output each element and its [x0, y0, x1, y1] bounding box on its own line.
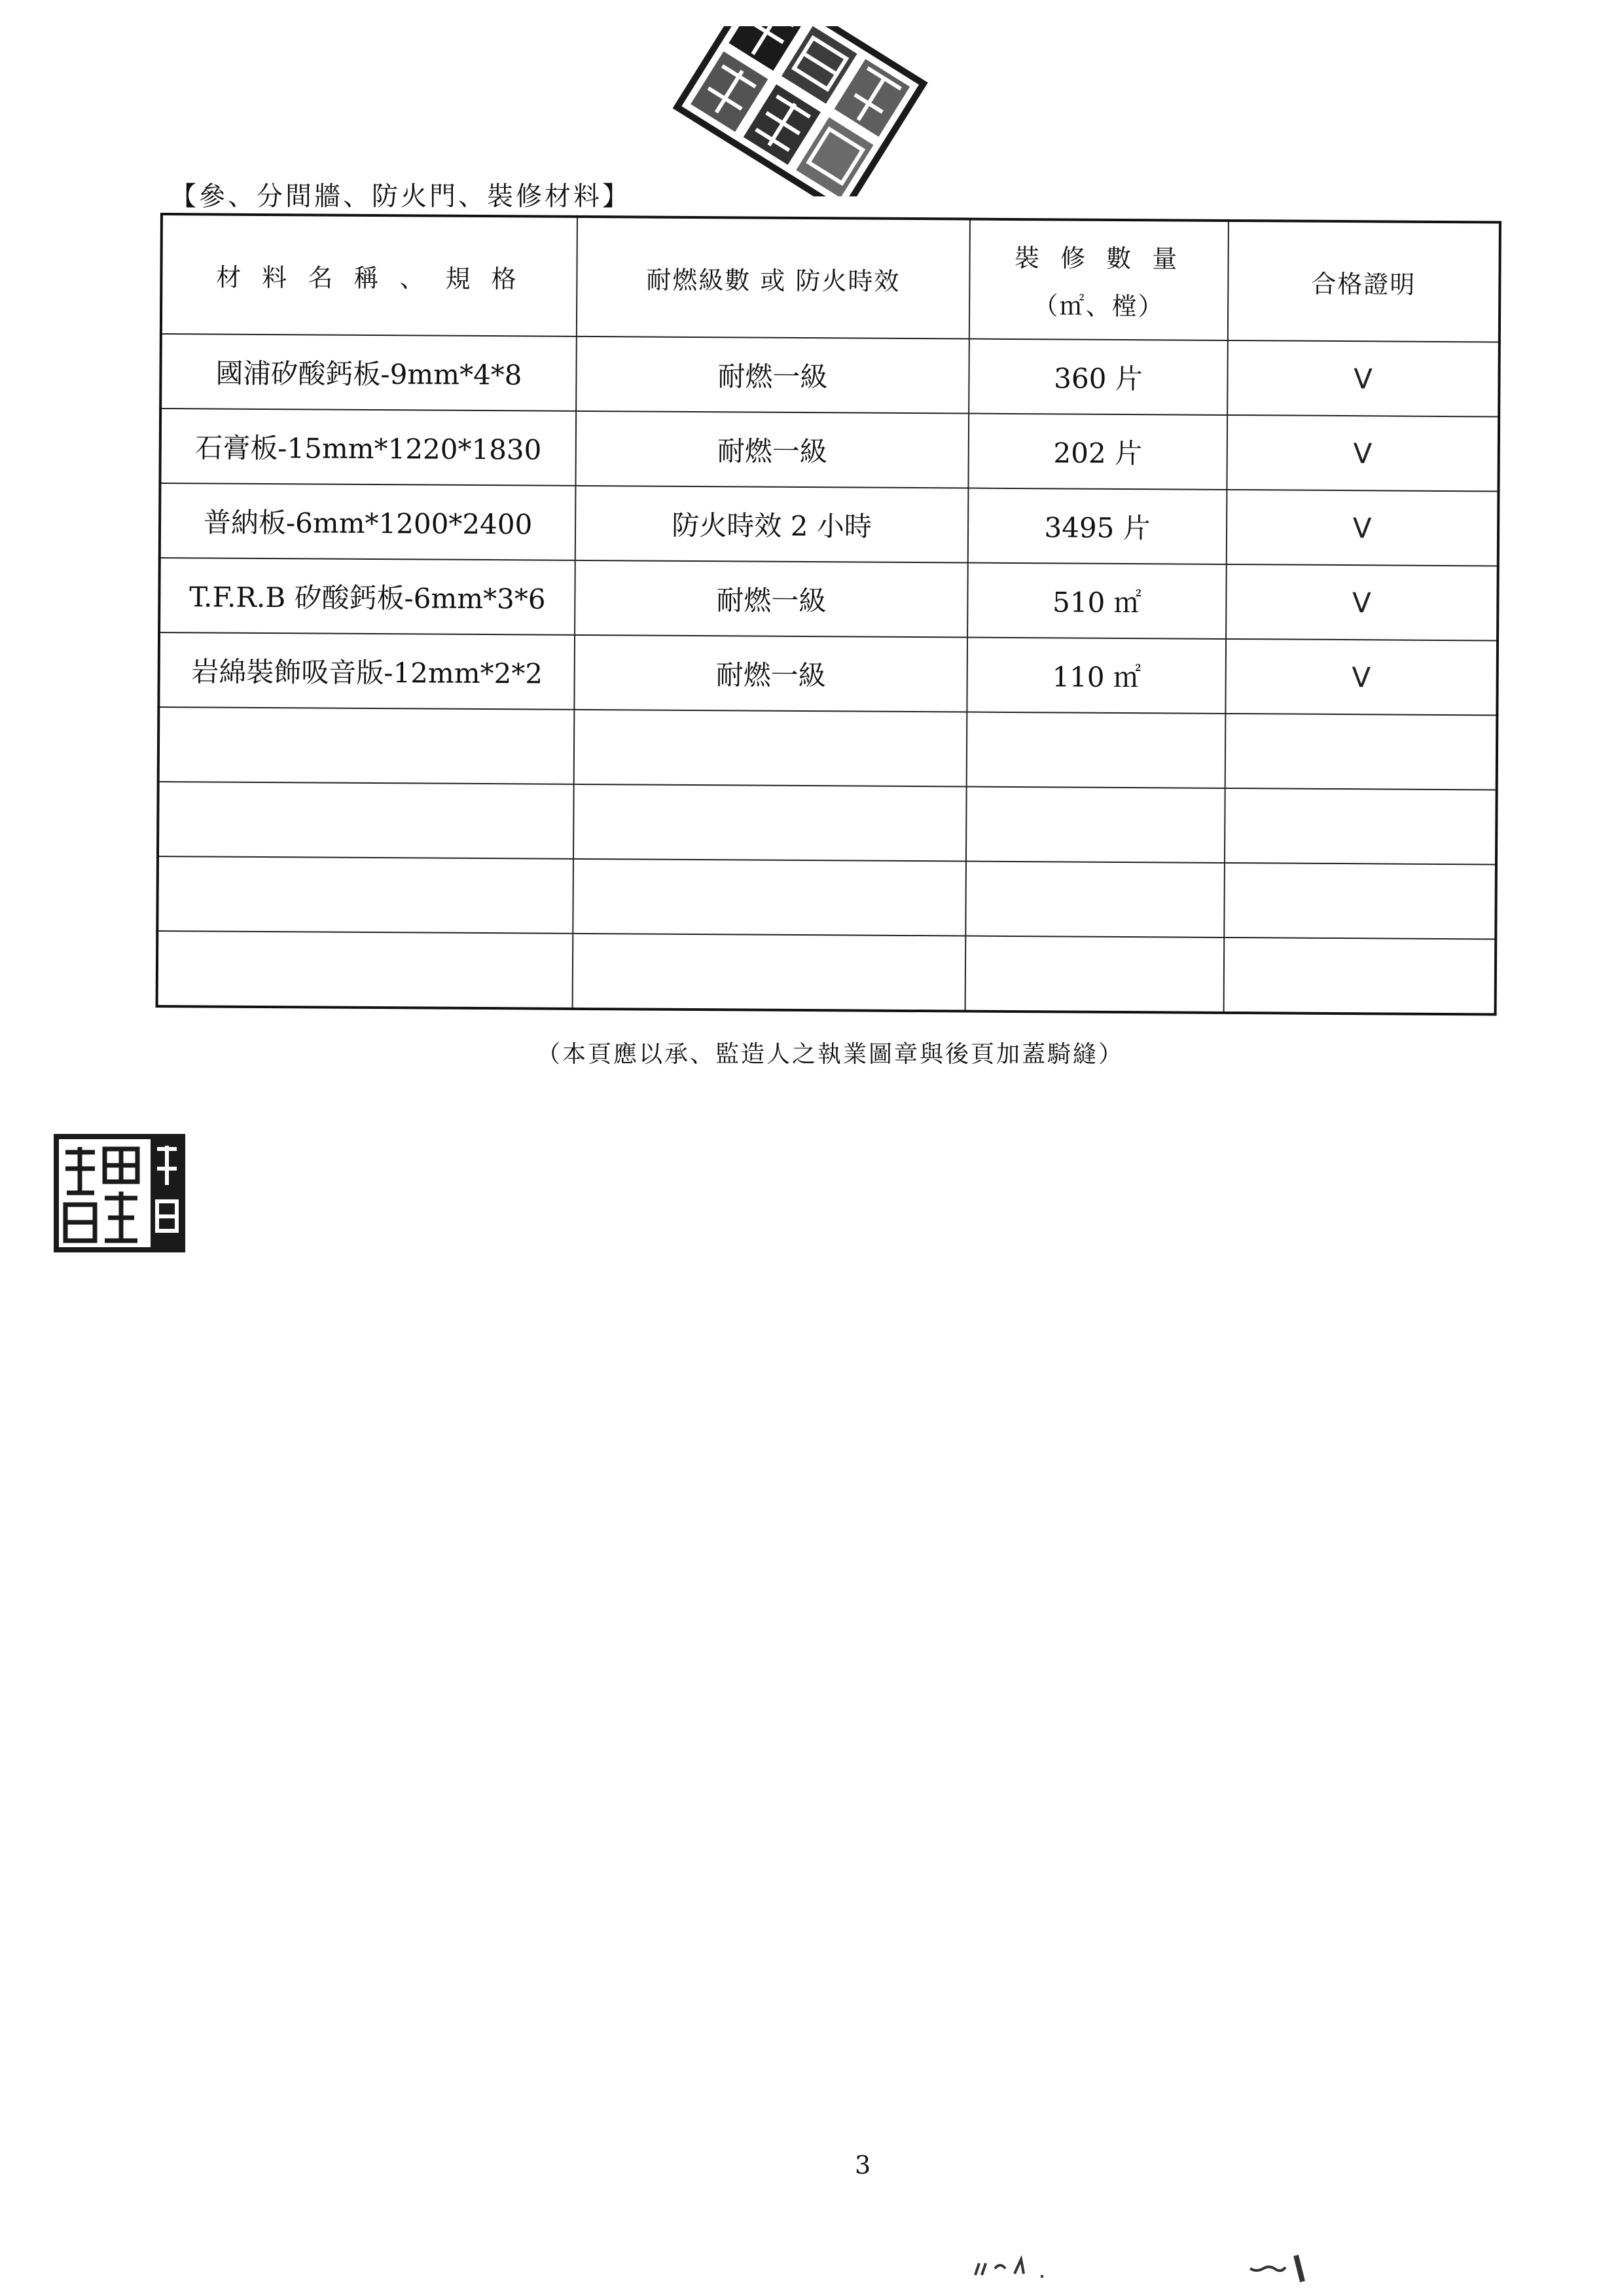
header-quantity-label: 裝 修 數 量 [1014, 243, 1184, 274]
cell-certificate-check: V [1226, 564, 1498, 641]
cell-material-name: 普納板-6mm*1200*2400 [160, 483, 576, 560]
cell-certificate-check: V [1227, 340, 1500, 417]
cell-fire-rating [573, 859, 966, 936]
cell-certificate-check [1224, 863, 1496, 939]
cell-certificate-check [1225, 788, 1497, 865]
table-row-empty [157, 931, 1496, 1014]
cell-certificate-check [1225, 714, 1498, 790]
seal-instruction-note: （本頁應以承、監造人之執業圖章與後頁加蓋騎縫） [537, 1041, 1124, 1068]
header-fire-rating: 耐燃級數 或 防火時效 [577, 217, 970, 339]
cell-certificate-check: V [1225, 639, 1498, 716]
cell-material-name [157, 931, 573, 1009]
materials-table-wrapper [156, 213, 1499, 1015]
cell-quantity [965, 936, 1225, 1013]
cell-fire-rating [573, 934, 966, 1011]
cell-quantity [965, 862, 1225, 938]
cell-quantity: 110 ㎡ [967, 638, 1226, 714]
table-header-row [161, 214, 1500, 342]
cell-fire-rating: 耐燃一級 [576, 337, 969, 414]
cell-quantity: 202 片 [968, 414, 1227, 490]
header-material-name: 材 料 名 稱 、 規 格 [161, 214, 577, 337]
table-row [160, 483, 1499, 566]
cell-fire-rating: 耐燃一級 [575, 411, 969, 488]
cell-fire-rating [574, 710, 967, 787]
cell-material-name [157, 856, 573, 934]
materials-table [156, 213, 1501, 1015]
top-seal-stamp [661, 26, 936, 196]
cell-quantity: 3495 片 [968, 488, 1227, 564]
header-quantity-unit: （㎡、樘） [1033, 291, 1164, 321]
cell-material-name: 岩綿裝飾吸音版-12mm*2*2 [158, 632, 575, 710]
cell-fire-rating: 防火時效 2 小時 [575, 486, 969, 563]
table-row [159, 558, 1498, 640]
cell-material-name [158, 707, 575, 784]
seal-graphic-icon [661, 26, 936, 196]
cell-fire-rating: 耐燃一級 [575, 560, 968, 638]
cell-fire-rating: 耐燃一級 [574, 635, 967, 712]
table-row-empty [158, 707, 1498, 790]
cell-material-name: 石膏板-15mm*1220*1830 [160, 409, 576, 486]
cell-quantity [966, 787, 1225, 863]
cell-fire-rating [573, 784, 967, 862]
cell-material-name: 國浦矽酸鈣板-9mm*4*8 [160, 334, 577, 411]
cell-certificate-check: V [1227, 490, 1499, 566]
table-row [160, 334, 1500, 416]
seal-graphic-icon [52, 1133, 187, 1254]
scan-marks [969, 2249, 1335, 2288]
header-quantity [969, 219, 1229, 340]
handwriting-marks-icon [969, 2249, 1335, 2288]
cell-quantity [967, 712, 1226, 788]
table-row-empty [158, 782, 1497, 864]
section-title: 【參、分間牆、防火門、裝修材料】 [170, 181, 631, 211]
cell-material-name: T.F.R.B 矽酸鈣板-6mm*3*6 [159, 558, 575, 635]
table-row [158, 632, 1498, 715]
cell-certificate-check: V [1227, 415, 1499, 492]
table-row-empty [157, 856, 1496, 939]
cell-material-name [158, 782, 574, 859]
page-number: 3 [855, 2151, 871, 2179]
side-seal-stamp [52, 1133, 187, 1254]
table-row [160, 409, 1499, 491]
header-certificate: 合格證明 [1228, 221, 1500, 342]
cell-certificate-check [1224, 938, 1496, 1015]
cell-quantity: 360 片 [969, 339, 1228, 415]
cell-quantity: 510 ㎡ [967, 563, 1227, 639]
